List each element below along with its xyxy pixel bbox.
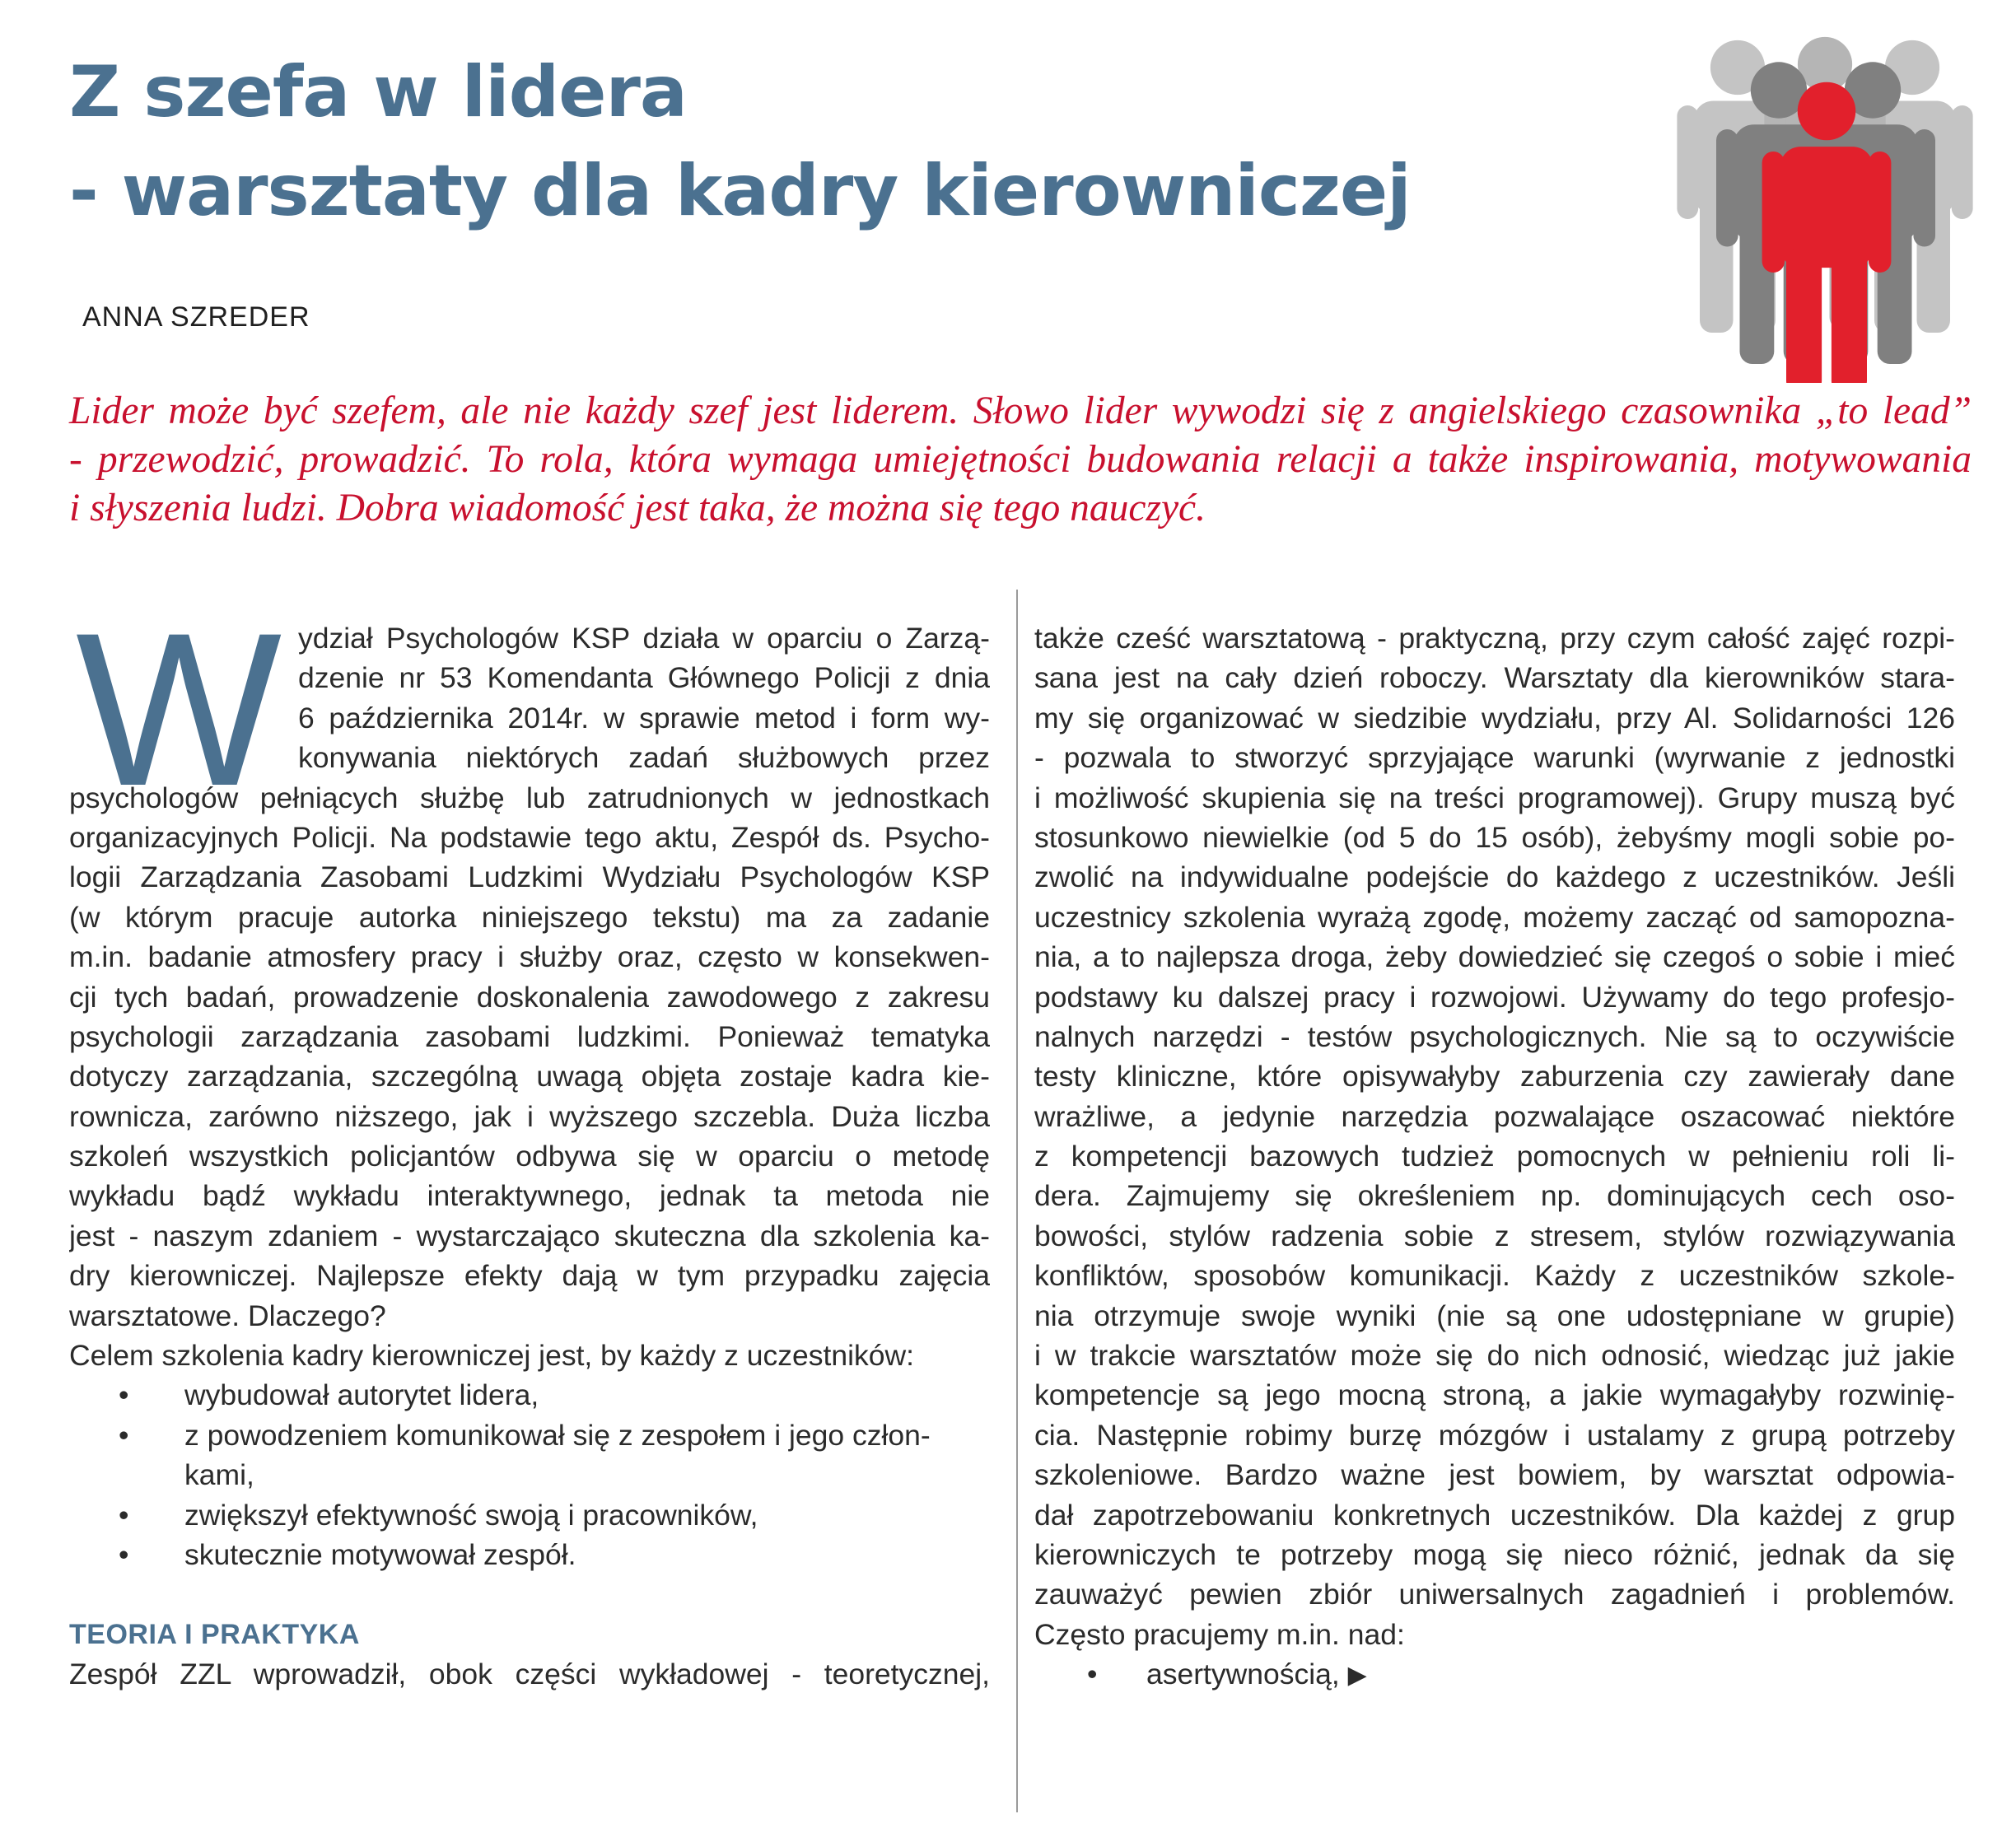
body-line: nia otrzymuje swoje wyniki (nie są one udostępniane w grupie) [1034,1299,1955,1332]
body-line: organizacyjnych Policji. Na podstawie tego aktu, Zespół ds. Psycho- [69,820,990,854]
body-line: Zespół ZZL wprowadził, obok części wykładowej - teoretycznej, [69,1658,990,1691]
lead-paragraph [69,387,1972,533]
body-line: podstawy ku dalszej pracy i rozwojowi. Używamy do tego profesjo- [1034,980,1955,1014]
body-line: konywania niektórych zadań służbowych przez [298,741,990,775]
list-item-text: z powodzeniem komunikował się z zespołem i jego człon- [184,1418,931,1452]
body-line: uczestnicy szkolenia wyrażą zgodę, możemy zacząć od samopozna- [1034,900,1955,934]
body-line: i w trakcie warsztatów może się do nich odnosić, wiedząc już jakie [1034,1339,1955,1373]
body-line: zauważyć pewien zbiór uniwersalnych zagadnień i problemów. [1034,1578,1955,1611]
bullet-icon: • [119,1537,129,1571]
drop-cap: W [76,588,282,832]
list-item [69,1415,990,1455]
list-item [1034,1654,1955,1694]
body-line: - pozwala to stworzyć sprzyjające warunki (wyrwanie z jednostki [1034,741,1955,775]
body-line: 6 października 2014r. w sprawie metod i form wy- [298,701,990,734]
body-line: cia. Następnie robimy burzę mózgów i ustalamy z grupą potrzeby [1034,1418,1955,1452]
column-left [69,618,990,1695]
list-item-text: skutecznie motywował zespół. [184,1537,576,1571]
body-line: sana jest na cały dzień roboczy. Warsztaty dla kierowników stara- [1034,661,1955,695]
list-item-text: asertywnością, [1146,1658,1340,1691]
article-title [69,43,1411,240]
body-line: kierowniczych te potrzeby mogą się nieco różnić, jednak da się [1034,1537,1955,1571]
body-line: dał zapotrzebowaniu konkretnych uczestników. Dla każdej z grup [1034,1498,1955,1532]
body-line: i możliwość skupienia się na treści programowej). Grupy muszą być [1034,781,1955,814]
body-line: m.in. badanie atmosfery pracy i służby oraz, często w konsekwen- [69,940,990,974]
body-line: psychologów pełniących służbę lub zatrudnionych w jednostkach [69,781,990,814]
body-line: szkoleń wszystkich policjantów odbywa się w oparciu o metodę [69,1140,990,1173]
list-item [69,1495,990,1535]
body-line: dera. Zajmujemy się określeniem np. dominujących cech oso- [1034,1179,1955,1213]
bullet-icon: • [1087,1658,1098,1691]
body-line: nalnych narzędzi - testów psychologicznych. Nie są to oczywiście [1034,1019,1955,1053]
goal-sentence: Celem szkolenia kadry kierowniczej jest, by każdy z uczestników: [69,1339,914,1373]
list-item-text: wybudował autorytet lidera, [184,1378,539,1412]
list-item-continuation: kami, [184,1458,254,1492]
column-divider [1016,590,1018,1812]
body-line: wykładu bądź wykładu interaktywnego, jednak ta metoda nie [69,1179,990,1213]
body-line: Często pracujemy m.in. nad: [1034,1617,1405,1651]
bullet-icon: • [119,1498,129,1532]
body-line: rownicza, zarówno niższego, jak i wyższego szczebla. Duża liczba [69,1099,990,1133]
body-line: cji tych badań, prowadzenie doskonalenia zawodowego z zakresu [69,980,990,1014]
list-item [69,1375,990,1415]
section-heading: TEORIA I PRAKTYKA [69,1618,360,1650]
body-line: (w którym pracuje autorka niniejszego tekstu) ma za zadanie [69,900,990,934]
body-line: nia, a to najlepsza droga, żeby dowiedzieć się czegoś o sobie i mieć [1034,940,1955,974]
body-line: testy kliniczne, które opisywałyby zaburzenia czy zawierały dane [1034,1060,1955,1094]
title-line-2: - warsztaty dla kadry kierowniczej [69,150,1411,232]
body-line: bowości, stylów radzenia sobie z stresem, stylów rozwiązywania [1034,1219,1955,1252]
bullet-icon: • [119,1418,129,1452]
body-line: także cześć warsztatową - praktyczną, przy czym całość zajęć rozpi- [1034,622,1955,655]
lead-line: Lider może być szefem, ale nie każdy szef jest liderem. Słowo lider wywodzi się z angielskiego czasownika „to lead” [69,389,1972,432]
body-line: z kompetencji bazowych tudzież pomocnych w pełnieniu roli li- [1034,1140,1955,1173]
body-line: konfliktów, sposobów komunikacji. Każdy z uczestników szkole- [1034,1259,1955,1293]
body-line: ydział Psychologów KSP działa w oparciu o Zarzą- [298,622,990,655]
continue-arrow-icon: ▶ [1347,1662,1367,1690]
list-item-text: zwiększył efektywność swoją i pracowników, [184,1498,758,1532]
body-line: wrażliwe, a jedynie narzędzia pozwalające oszacować niektóre [1034,1099,1955,1133]
bullet-icon: • [119,1378,129,1412]
body-line: dzenie nr 53 Komendanta Głównego Policji z dnia [298,661,990,695]
body-line: jest - naszym zdaniem - wystarczająco skuteczna dla szkolenia ka- [69,1219,990,1252]
lead-line: - przewodzić, prowadzić. To rola, która wymaga umiejętności budowania relacji a także inspirowania, motywowania [69,438,1972,481]
body-line: my się organizować w siedzibie wydziału, przy Al. Solidarności 126 [1034,701,1955,734]
title-line-1: Z szefa w lidera [69,51,687,133]
body-line: stosunkowo niewielkie (od 5 do 15 osób), żebyśmy mogli sobie po- [1034,820,1955,854]
list-item [69,1535,990,1574]
leader-figures-illustration [1655,16,1993,383]
lead-line: i słyszenia ludzi. Dobra wiadomość jest taka, że można się tego nauczyć. [69,487,1206,529]
body-line: dry kierowniczej. Najlepsze efekty dają w tym przypadku zajęcia [69,1259,990,1293]
column-right [1034,618,1955,1695]
body-line: psychologii zarządzania zasobami ludzkimi. Ponieważ tematyka [69,1019,990,1053]
body-line: szkoleniowe. Bardzo ważne jest bowiem, by warsztat odpowia- [1034,1458,1955,1492]
author-name: ANNA SZREDER [82,301,310,333]
body-line: kompetencje są jego mocną stroną, a jakie wymagałyby rozwinię- [1034,1378,1955,1412]
body-line: zwolić na indywidualne podejście do każdego z uczestników. Jeśli [1034,860,1955,894]
body-line: warsztatowe. Dlaczego? [69,1299,386,1332]
body-line: dotyczy zarządzania, szczególną uwagą objęta zostaje kadra kie- [69,1060,990,1094]
body-line: logii Zarządzania Zasobami Ludzkimi Wydziału Psychologów KSP [69,860,990,894]
